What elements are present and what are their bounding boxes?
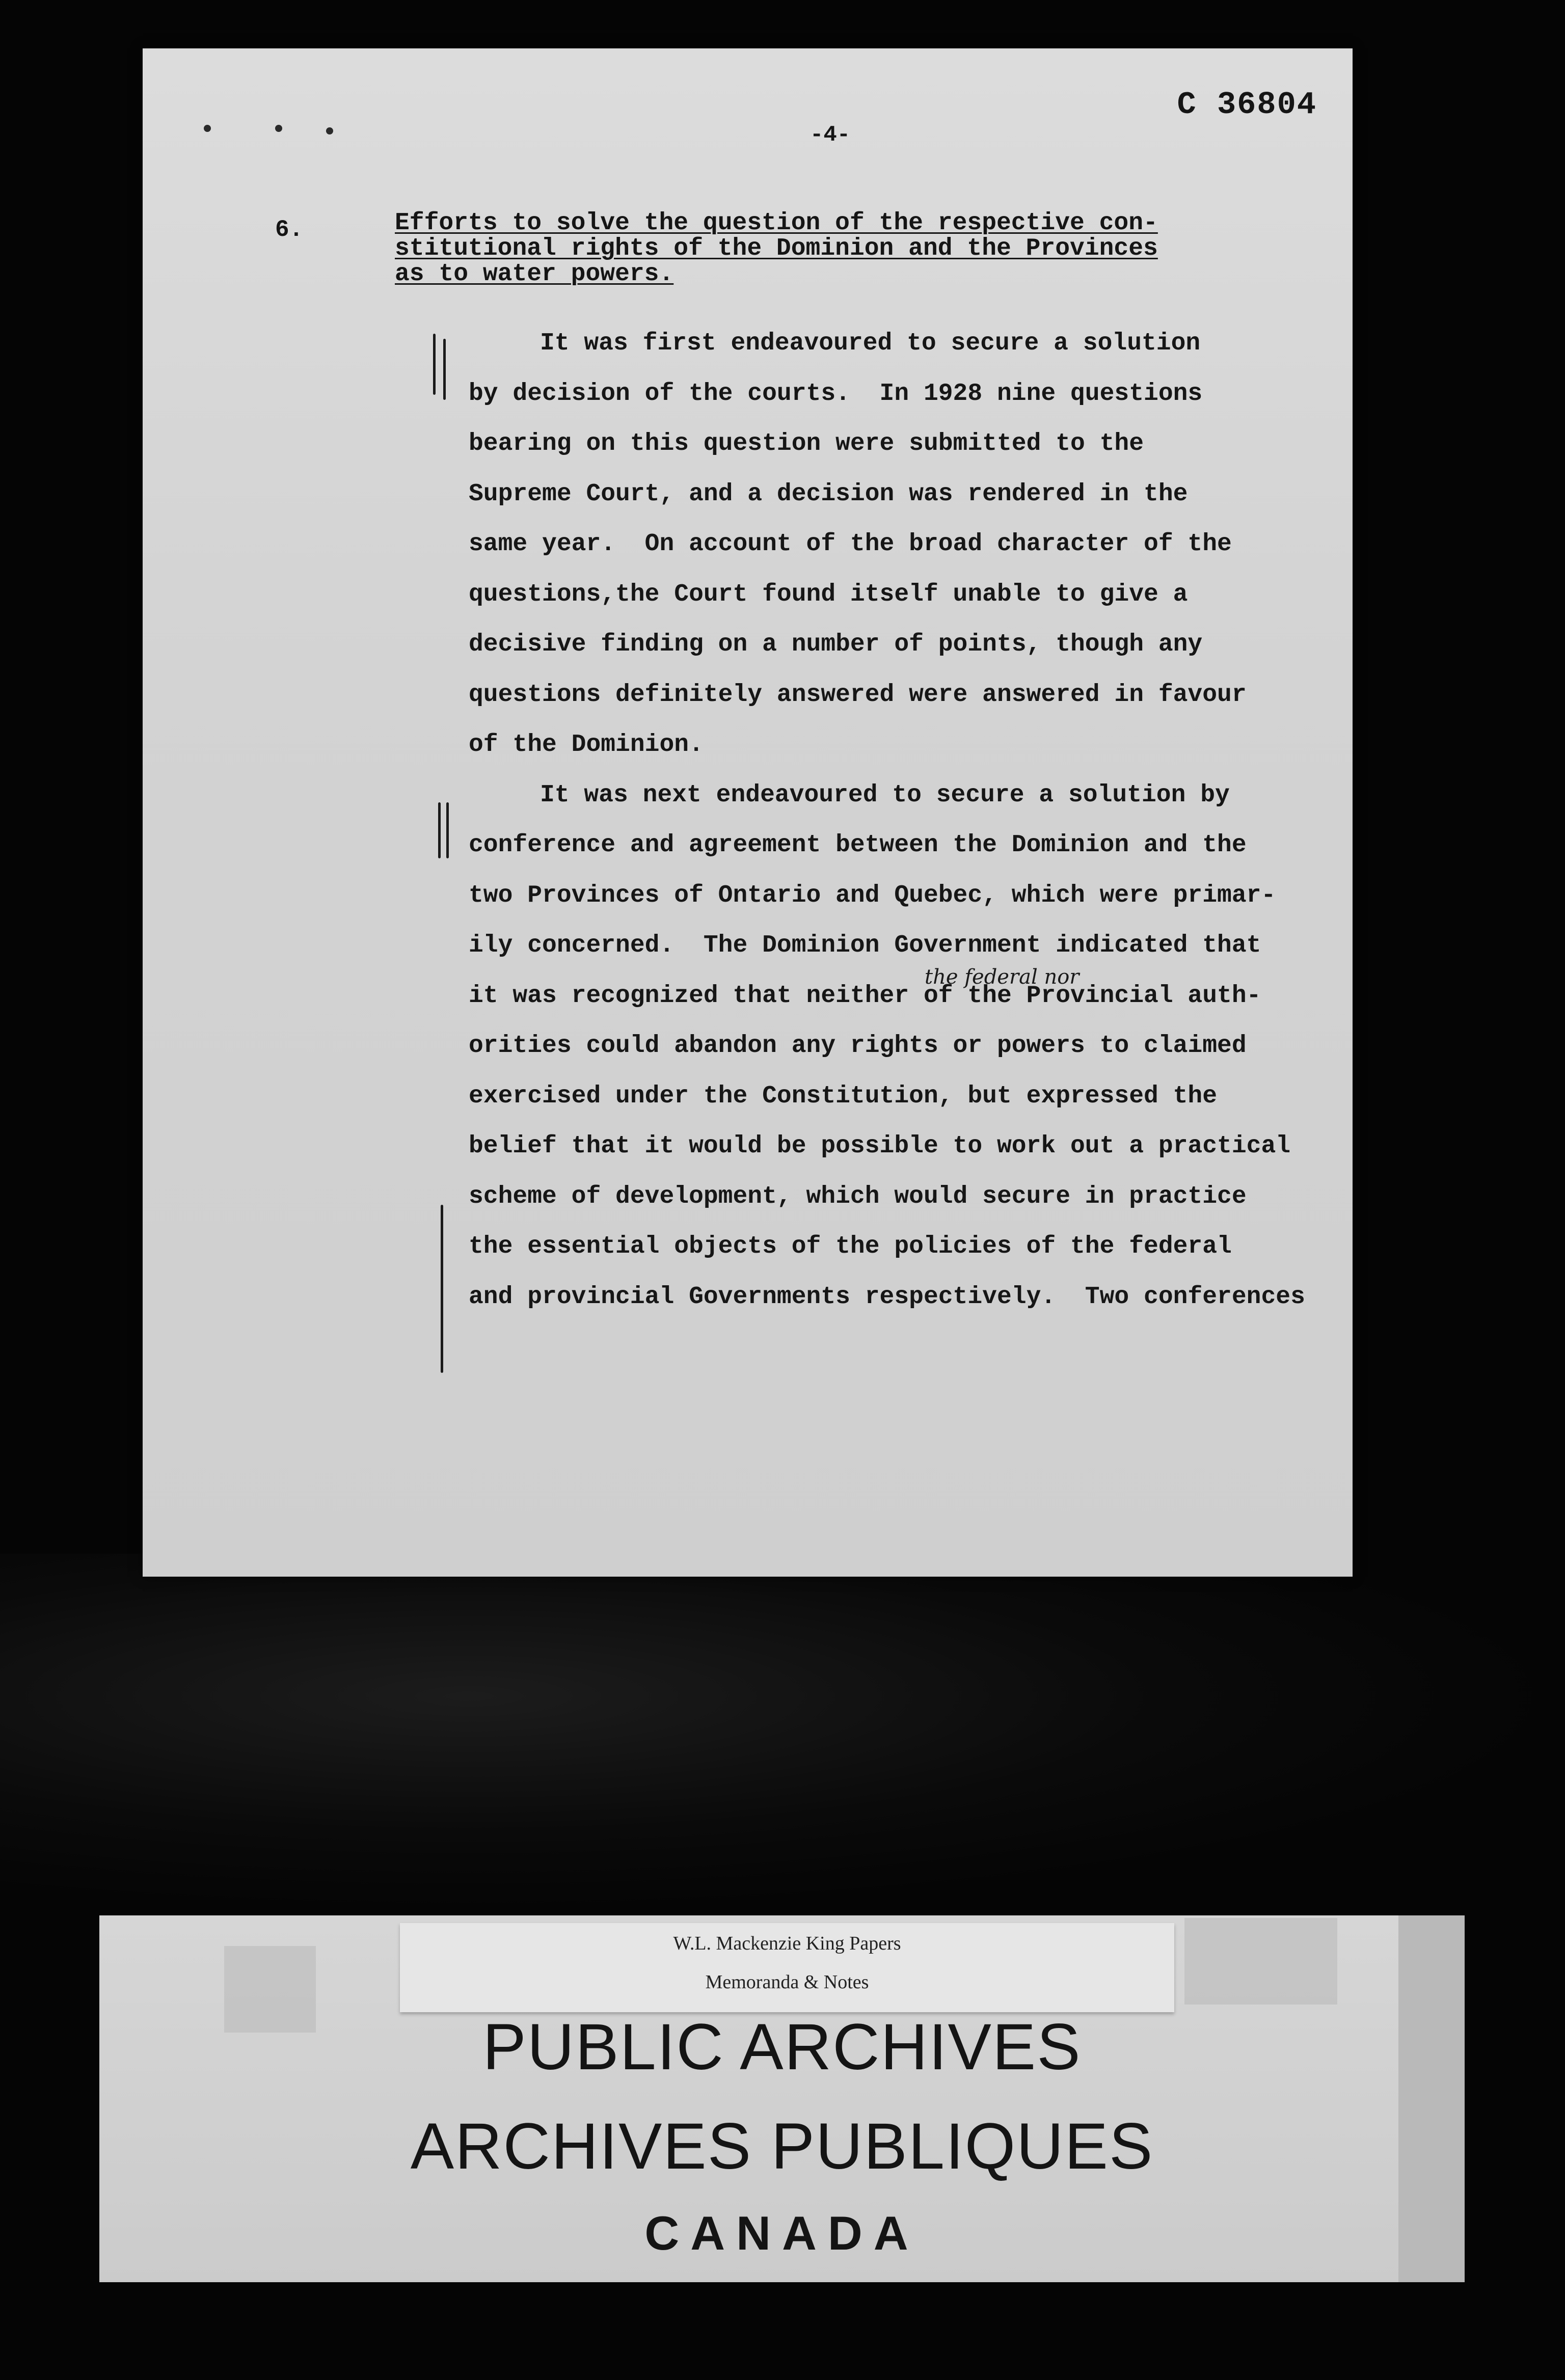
page-number: -4-	[810, 122, 851, 148]
text-line: decisive finding on a number of points, though any	[469, 631, 1203, 658]
margin-mark	[446, 802, 449, 858]
margin-mark	[433, 334, 436, 395]
text-line: and provincial Governments respectively. Two conferences	[469, 1283, 1305, 1311]
punch-hole	[275, 125, 282, 132]
text-line: the essential objects of the policies of the federal	[469, 1233, 1232, 1260]
text-line: questions definitely answered were answered in favour	[469, 681, 1247, 709]
margin-mark	[438, 802, 441, 858]
text-line: It was next endeavoured to secure a solution by	[540, 781, 1230, 809]
punch-hole	[326, 127, 333, 134]
heading-line: Efforts to solve the question of the respective con-	[395, 209, 1158, 237]
margin-mark	[443, 339, 446, 400]
text-line: by decision of the courts. In 1928 nine questions	[469, 380, 1203, 408]
text-line: exercised under the Constitution, but expressed the	[469, 1082, 1218, 1110]
text-line: same year. On account of the broad character of the	[469, 530, 1232, 558]
tape-piece	[1184, 1918, 1337, 2005]
punch-hole	[204, 125, 211, 132]
handwritten-insertion: the federal nor	[925, 965, 1080, 989]
archives-title-fr: ARCHIVES PUBLIQUES	[410, 2110, 1154, 2183]
photo-backdrop	[0, 1554, 1565, 1910]
archive-label-card	[99, 1915, 1465, 2282]
text-line: It was first endeavoured to secure a solution	[540, 330, 1201, 357]
text-line: ily concerned. The Dominion Government indicated that	[469, 932, 1261, 959]
text-line: Supreme Court, and a decision was rendered in the	[469, 480, 1188, 508]
heading-line: stitutional rights of the Dominion and the Provinces	[395, 235, 1158, 262]
text-line: two Provinces of Ontario and Quebec, which were primar-	[469, 881, 1276, 909]
heading-line: as to water powers.	[395, 260, 674, 288]
document-page	[143, 48, 1353, 1577]
collection-name: W.L. Mackenzie King Papers	[673, 1933, 901, 1954]
section-heading	[395, 210, 1261, 287]
text-line: orities could abandon any rights or powers to claimed	[469, 1032, 1247, 1060]
text-line: it was recognized that neither of the Provincial auth-	[469, 982, 1261, 1010]
section-number: 6.	[275, 217, 304, 243]
margin-mark	[441, 1205, 443, 1373]
text-line: bearing on this question were submitted to the	[469, 430, 1144, 457]
collection-label	[400, 1923, 1174, 2012]
text-line: belief that it would be possible to work out a practical	[469, 1132, 1291, 1160]
archives-country: CANADA	[644, 2206, 920, 2260]
series-name: Memoranda & Notes	[705, 1971, 869, 1993]
reference-number: C 36804	[1177, 87, 1317, 123]
text-line: of the Dominion.	[469, 731, 704, 759]
text-line: questions,the Court found itself unable to give a	[469, 580, 1188, 608]
text-line: scheme of development, which would secure in practice	[469, 1182, 1247, 1210]
body-text	[469, 318, 1345, 1322]
text-line: conference and agreement between the Dominion and the	[469, 831, 1247, 859]
archives-title-en: PUBLIC ARCHIVES	[482, 2011, 1082, 2084]
